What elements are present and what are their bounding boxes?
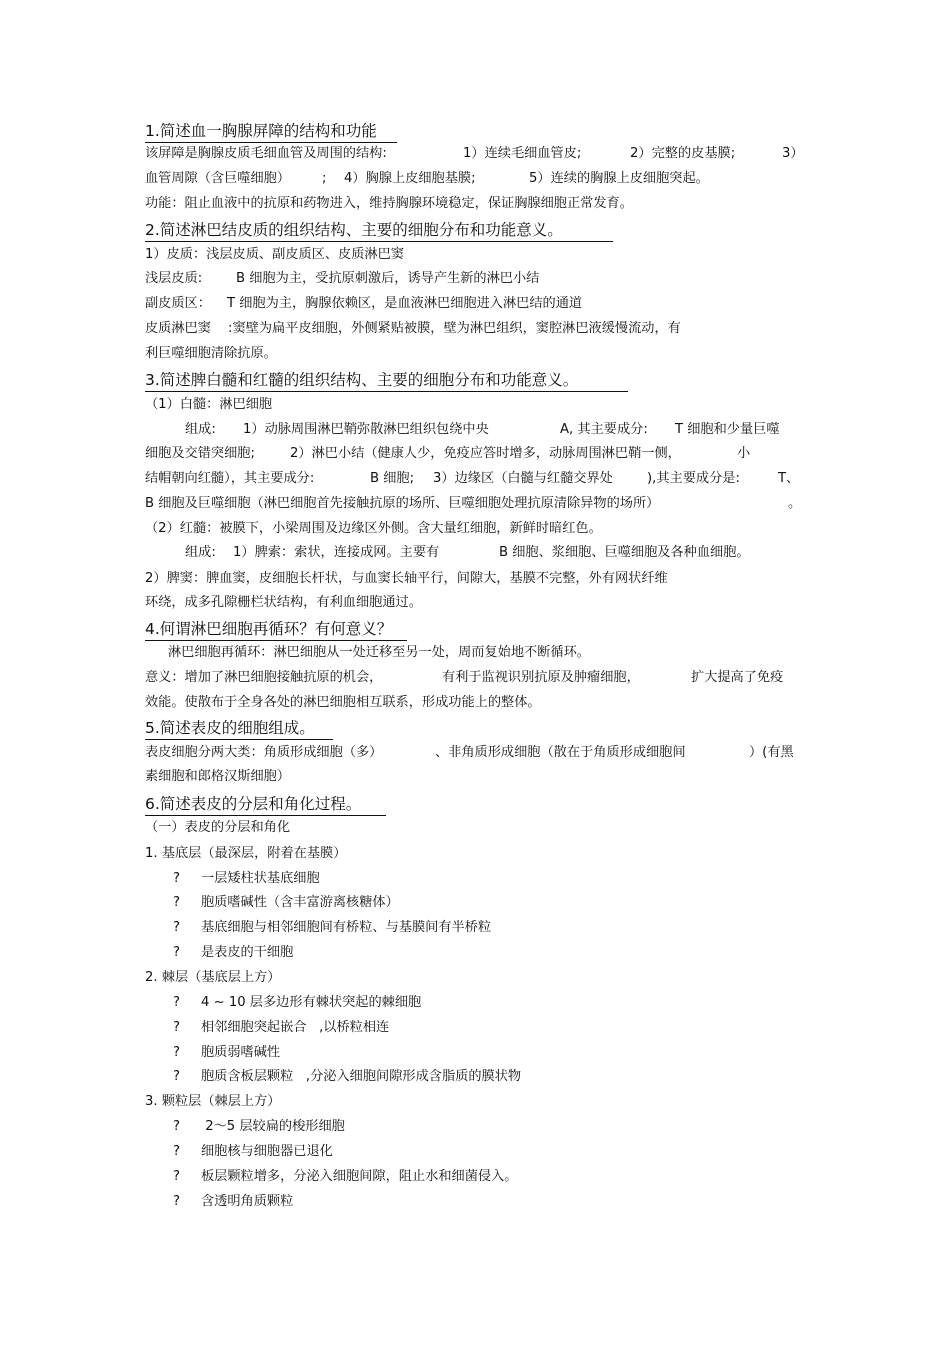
s3-line-6: （2）红髓：被膜下，小梁周围及边缘区外侧。含大量红细胞，新鲜时暗红色。: [145, 521, 602, 536]
s6-group-1-heading: 1. 基底层（最深层，附着在基膜）: [145, 846, 347, 861]
section-4-title: 4.何谓淋巴细胞再循环？有何意义？: [145, 619, 407, 641]
s3-line-9: 环绕，成多孔隙栅栏状结构，有利血细胞通过。: [145, 595, 422, 610]
s3-line-8: 2）脾窦：脾血窦，皮细胞长杆状，与血窦长轴平行，间隙大，基膜不完整，外有网状纤维: [145, 571, 668, 586]
s6-group-2-heading: 2. 棘层（基底层上方）: [145, 970, 281, 985]
section-2-title: 2.简述淋巴结皮质的组织结构、主要的细胞分布和功能意义。: [145, 220, 613, 242]
s4-line-1: 淋巴细胞再循环：淋巴细胞从一处迁移至另一处，周而复始地不断循环。: [168, 645, 590, 660]
s5-line-2: 素细胞和郎格汉斯细胞）: [145, 769, 291, 784]
s6-group-3-heading: 3. 颗粒层（棘层上方）: [145, 1094, 281, 1109]
s4-line-3: 效能。使散布于全身各处的淋巴细胞相互联系，形成功能上的整体。: [145, 695, 541, 710]
section-6-title: 6.简述表皮的分层和角化过程。: [145, 794, 386, 816]
s2-line-5: 利巨噬细胞清除抗原。: [145, 346, 277, 361]
s2-line-1: 1）皮质：浅层皮质、副皮质区、皮质淋巴窦: [145, 247, 404, 262]
s3-line-1: （1）白髓：淋巴细胞: [145, 397, 273, 412]
document-page: 1.简述血一胸腺屏障的结构和功能 该屏障是胸腺皮质毛细血管及周围的结构: 1）连续毛细血管皮; 2）完整的皮基膜; 3） 血管周隙（含巨噬细胞） ; 4）胸腺上皮细胞基膜; 5）连续的胸腺上皮细胞突起。 功能：阻止血液中的抗原和药物进入，维持胸腺环境稳定，保证胸腺细胞正常发育。 2.简述淋巴结皮质的组织结构、主要的细胞分布和功能意义。 1）皮质：浅层皮质、副皮质区、皮质淋巴窦 浅层皮质: B 细胞为主，受抗原刺激后，诱导产生新的淋巴小结 副皮质区： T 细胞为主，胸腺依赖区，是血液淋巴细胞进入淋巴结的通道 皮质淋巴窦 :窦壁为扁平皮细胞，外侧紧贴被膜，壁为淋巴组织，窦腔淋巴液缓慢流动，有 利巨噬细胞清除抗原。 3.简述脾白髓和红髓的组织结构、主要的细胞分布和功能意义。 （1）白髓：淋巴细胞 组成: 1）动脉周围淋巴鞘弥散淋巴组织包绕中央 A, 其主要成分: T 细胞和少量巨噬 细胞及交错突细胞; 2）淋巴小结（健康人少，免疫应答时增多，动脉周围淋巴鞘一侧， 小 结帽朝向红髓），其主要成分: B 细胞; 3）边缘区（白髓与红髓交界处 ),其主要成分是: T、 B 细胞及巨噬细胞（淋巴细胞首先接触抗原的场所、巨噬细胞处理抗原清除异物的场所） 。 （2）红髓：被膜下，小梁周围及边缘区外侧。含大量红细胞，新鲜时暗红色。 组成: 1）脾索：索状，连接成网。主要有 B 细胞、浆细胞、巨噬细胞及各种血细胞。 2）脾窦：脾血窦，皮细胞长杆状，与血窦长轴平行，间隙大，基膜不完整，外有网状纤维 环绕，成多孔隙栅栏状结构，有利血细胞通过。 4.何谓淋巴细胞再循环？有何意义？ 淋巴细胞再循环：淋巴细胞从一处迁移至另一处，周而复始地不断循环。 意义：增加了淋巴细胞接触抗原的机会， 有利于监视识别抗原及肿瘤细胞， 扩大提高了免疫 效能。使散布于全身各处的淋巴细胞相互联系，形成功能上的整体。 5.简述表皮的细胞组成。 表皮细胞分两大类：角质形成细胞（多） 、非角质形成细胞（散在于角质形成细胞间 ）(有黑 素细胞和郎格汉斯细胞） 6.简述表皮的分层和角化过程。 （一）表皮的分层和角化 1. 基底层（最深层，附着在基膜） ? 一层矮柱状基底细胞 ? 胞质嗜碱性（含丰富游离核糖体） ? 基底细胞与相邻细胞间有桥粒、与基膜间有半桥粒 ? 是表皮的干细胞 2. 棘层（基底层上方） ? 4 ~ 10 层多边形有棘状突起的棘细胞 ? 相邻细胞突起嵌合 ,以桥粒相连 ? 胞质弱嗜碱性 ? 胞质含板层颗粒 ,分泌入细胞间隙形成含脂质的膜状物 3. 颗粒层（棘层上方） ? 2～5 层较扁的梭形细胞 ? 细胞核与细胞器已退化 ? 板层颗粒增多，分泌入细胞间隙，阻止水和细菌侵入。 ? 含透明角质颗粒: [145, 122, 804, 1209]
s1-line-3: 功能：阻止血液中的抗原和药物进入，维持胸腺环境稳定，保证胸腺细胞正常发育。: [145, 196, 633, 211]
section-3-title: 3.简述脾白髓和红髓的组织结构、主要的细胞分布和功能意义。: [145, 370, 628, 392]
s6-line-1: （一）表皮的分层和角化: [145, 820, 291, 835]
section-5-title: 5.简述表皮的细胞组成。: [145, 718, 333, 740]
section-1-title: 1.简述血一胸腺屏障的结构和功能: [145, 121, 397, 143]
